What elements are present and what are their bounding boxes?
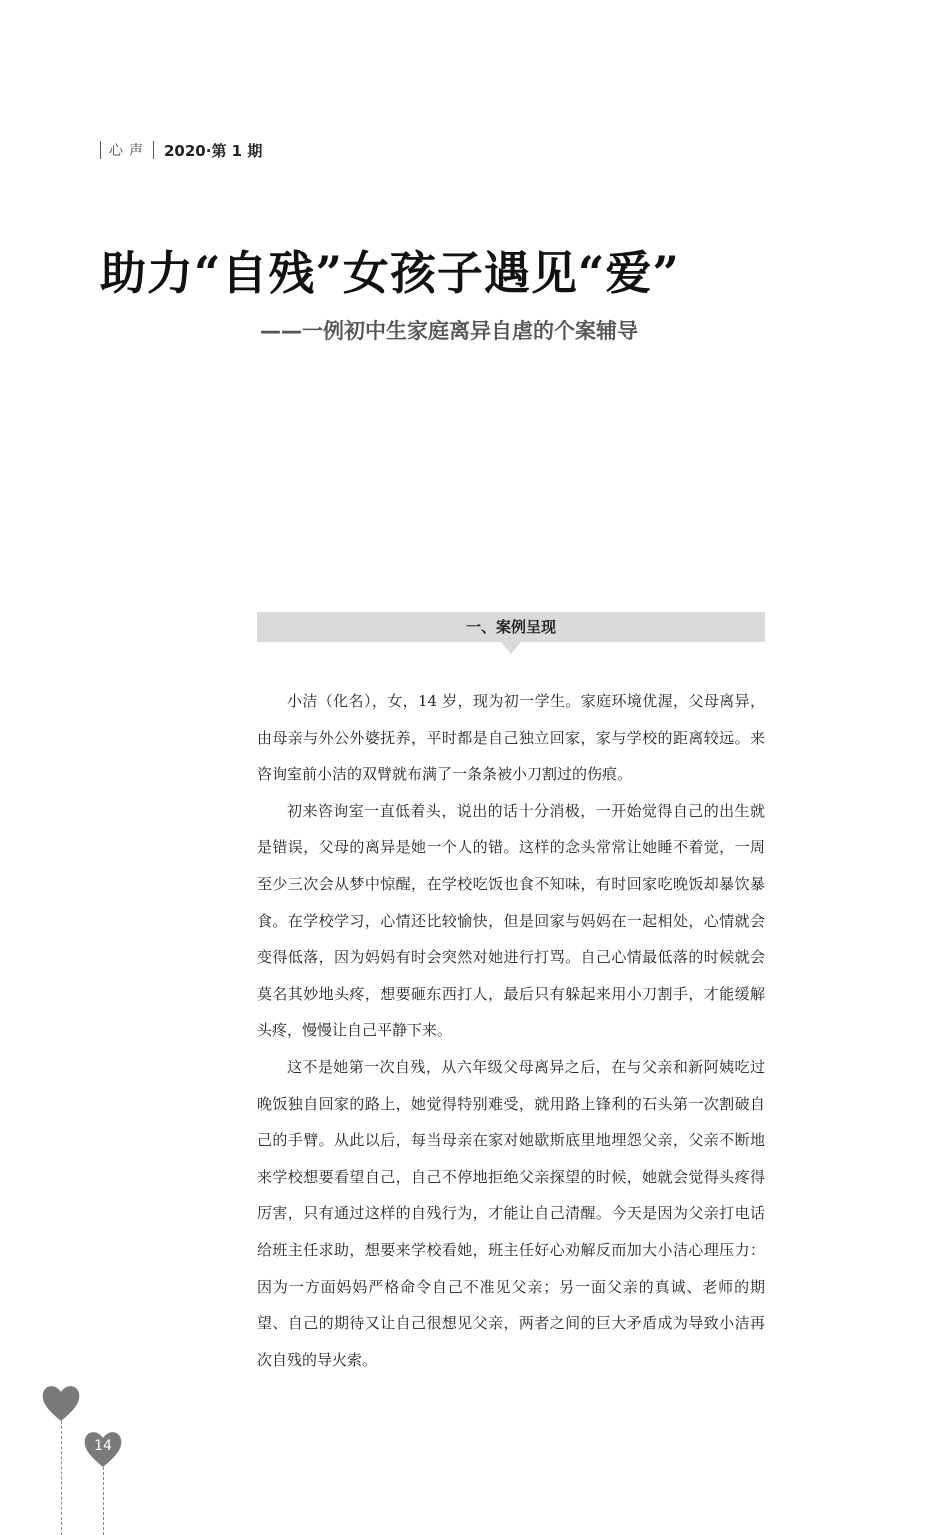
body-paragraph: 小洁（化名），女，14 岁，现为初一学生。家庭环境优渥，父母离异，由母亲与外公外婆抚养，平时都是自己独立回家，家与学校的距离较远。来咨询室前小洁的双臂就布满了一条条被小刀割过的伤痕。	[257, 692, 765, 784]
heart-string-line	[103, 1467, 104, 1535]
page-number: 14	[94, 1438, 112, 1454]
section-heading-pointer-icon	[501, 642, 521, 654]
running-head-divider	[153, 141, 154, 159]
heart-icon	[41, 1383, 81, 1423]
section-heading: 一、案例呈现	[465, 618, 556, 636]
running-head	[100, 138, 262, 162]
article-body	[257, 683, 765, 1378]
article-subtitle: ——一例初中生家庭离异自虐的个案辅导	[260, 319, 638, 343]
section-heading-band	[257, 612, 765, 642]
body-paragraph: 初来咨询室一直低着头，说出的话十分消极，一开始觉得自己的出生就是错误，父母的离异是她一个人的错。这样的念头常常让她睡不着觉，一周至少三次会从梦中惊醒，在学校吃饭也食不知味，有时回家吃晚饭却暴饮暴食。在学校学习，心情还比较愉快，但是回家与妈妈在一起相处，心情就会变得低落，因为妈妈有时会突然对她进行打骂。自己心情最低落的时候就会莫名其妙地头疼，想要砸东西打人，最后只有躲起来用小刀割手，才能缓解头疼，慢慢让自己平静下来。	[257, 801, 765, 1040]
body-paragraph: 这不是她第一次自残，从六年级父母离异之后，在与父亲和新阿姨吃过晚饭独自回家的路上，她觉得特别难受，就用路上锋利的石头第一次割破自己的手臂。从此以后，每当母亲在家对她歇斯底里地埋怨父亲，父亲不断地来学校想要看望自己，自己不停地拒绝父亲探望的时候，她就会觉得头疼得厉害，只有通过这样的自残行为，才能让自己清醒。今天是因为父亲打电话给班主任求助，想要来学校看她，班主任好心劝解反而加大小洁心理压力：因为一方面妈妈严格命令自己不准见父亲；另一面父亲的真诚、老师的期望、自己的期待又让自己很想见父亲，两者之间的巨大矛盾成为导致小洁再次自残的导火索。	[257, 1057, 765, 1369]
running-head-section: 心声	[109, 143, 149, 159]
running-head-divider	[100, 141, 101, 159]
heart-string-line	[61, 1421, 62, 1535]
article-title: 助力“自残”女孩子遇见“爱”	[100, 246, 680, 300]
running-head-issue: 2020·第 1 期	[164, 141, 263, 160]
